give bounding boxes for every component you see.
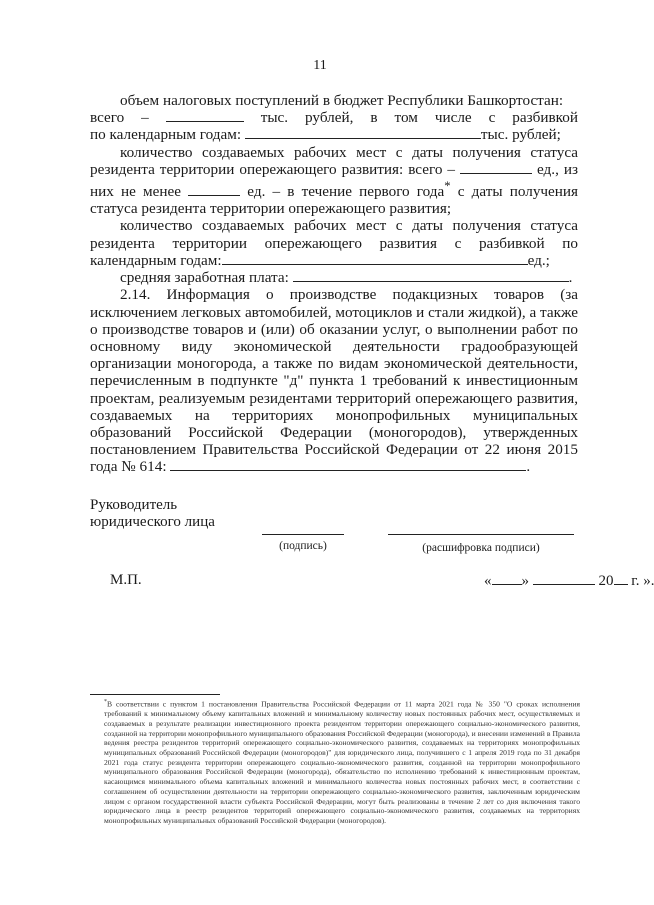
jobs-total-blank[interactable] bbox=[460, 162, 532, 174]
date-line bbox=[484, 573, 654, 590]
salary-end: . bbox=[568, 269, 573, 287]
tax-revenue-line: объем налоговых поступлений в бюджет Республики Башкортостан: bbox=[120, 92, 564, 109]
page-number: 11 bbox=[313, 58, 327, 73]
stamp-label: М.П. bbox=[110, 572, 142, 588]
excise-text: 2.14. Информация о производстве подакцизных товаров (за исключением легковых автомобилей, мотоциклов и стали жидкой), а также о производстве товаров и (или) об оказании услуг, о выполнении работ по основному виду экономической деятельности градообразующей организации моногорода, а также по видам экономической деятельности, перечисленным в подпункте "д" пункта 1 требований к инвестиционным проектам, реализуемым резидентами территорий опережающего развития, создаваемых на территориях монопрофильных муниципальных образований Российской Федерации (моногородов), утвержденных постановлением Правительства Российской Федерации от 22 июня 2015 года № 614: bbox=[90, 286, 578, 476]
jobs-text: количество создаваемых рабочих мест с даты получения статуса резидента территории опережающего развития: всего – bbox=[90, 143, 578, 178]
footnote-marker-bottom: * bbox=[104, 699, 107, 705]
tax-unit-label: тыс. рублей; bbox=[480, 126, 561, 144]
excise-end: . bbox=[526, 458, 531, 476]
by-year-label: по календарным годам: bbox=[90, 126, 242, 144]
signatory-title bbox=[90, 497, 215, 531]
tax-total-blank[interactable] bbox=[166, 110, 244, 122]
document-body bbox=[90, 92, 578, 476]
jobs-paragraph bbox=[90, 144, 578, 218]
jobs-by-year-unit: ед.; bbox=[527, 251, 550, 269]
jobs-tail-text: с даты получения статуса резидента территории опережающего развития; bbox=[90, 183, 579, 218]
name-decoding-line[interactable] bbox=[388, 534, 574, 535]
date-year-blank[interactable] bbox=[614, 573, 628, 585]
footnote-text: В соответствии с пунктом 1 постановления Правительства Российской Федерации от 11 марта 2021 года № 350 "О сроках исполнения требований к минимальному объему капитальных вложений и минимальному количеству новых постоянных рабочих мест, осуществляемых и создаваемых в результате реализации инвестиционного проекта резидентом территории опережающего социально-экономического развития, созданной на территории монопрофильного муниципального образования Российской Федерации (моногорода), и внесении изменений в Правила ведения реестра резидентов территорий опережающего социально-экономического развития, создаваемых на территориях монопрофильных муниципальных образований Российской Федерации (моногородов)" для юридического лица, получившего с 1 апреля 2019 года по 31 декабря 2021 года статус резидента территории опережающего социально-экономического развития, созданной на территории монопрофильного муниципального образования Российской Федерации (моногорода), обязательство по исполнению требований к инвестиционным проектам, касающимся минимального объема капитальных вложений и минимального количества новых постоянных рабочих мест, в соответствии с соглашением об осуществлении деятельности на территории опережающего социально-экономического развития, заключенным юридическим лицом с органом государственной власти субъекта Российской Федерации, могут быть реализованы в течение 2 лет со дня включения такого юридического лица в реестр резидентов территорий опережающего социально-экономического развития, создаваемых на территориях монопрофильных муниципальных образований Российской Федерации (моногородов). bbox=[104, 699, 580, 825]
signature-caption: (подпись) bbox=[279, 540, 327, 552]
jobs-by-year-paragraph bbox=[90, 217, 578, 269]
footnote-divider bbox=[90, 694, 220, 695]
tax-by-year-line bbox=[90, 126, 578, 143]
name-decoding-caption: (расшифровка подписи) bbox=[422, 542, 540, 554]
footnote bbox=[104, 698, 580, 826]
date-open-quote: « bbox=[484, 573, 492, 589]
tax-by-year-blank[interactable] bbox=[245, 127, 481, 139]
vsego-label: всего – bbox=[90, 109, 149, 127]
jobs-first-year-text: ед. – в течение первого года bbox=[247, 183, 445, 201]
date-year-prefix: 20 bbox=[598, 573, 614, 589]
jobs-min-label: из них не менее bbox=[90, 160, 579, 201]
excise-paragraph bbox=[90, 286, 578, 475]
jobs-by-year-blank[interactable] bbox=[222, 253, 528, 265]
excise-blank[interactable] bbox=[170, 459, 526, 471]
jobs-unit: ед., bbox=[537, 160, 559, 178]
salary-line bbox=[90, 269, 578, 286]
signatory-line-2: юридического лица bbox=[90, 514, 215, 530]
date-close-quote: » bbox=[521, 573, 529, 589]
salary-blank[interactable] bbox=[293, 270, 569, 282]
jobs-by-year-text: количество создаваемых рабочих мест с даты получения статуса резидента территории опережающего развития с разбивкой по календарным годам: bbox=[90, 217, 578, 269]
tax-total-unit-text: тыс. рублей, в том числе с разбивкой bbox=[260, 109, 578, 127]
footnote-marker: * bbox=[444, 179, 451, 194]
tax-revenue-total-line bbox=[90, 109, 578, 126]
date-month-blank[interactable] bbox=[533, 573, 595, 585]
date-day-blank[interactable] bbox=[492, 573, 522, 585]
date-suffix: г. ». bbox=[631, 573, 654, 589]
signature-line[interactable] bbox=[262, 534, 344, 535]
signatory-line-1: Руководитель bbox=[90, 497, 178, 513]
salary-label: средняя заработная плата: bbox=[120, 269, 289, 287]
jobs-first-year-blank[interactable] bbox=[188, 184, 240, 196]
